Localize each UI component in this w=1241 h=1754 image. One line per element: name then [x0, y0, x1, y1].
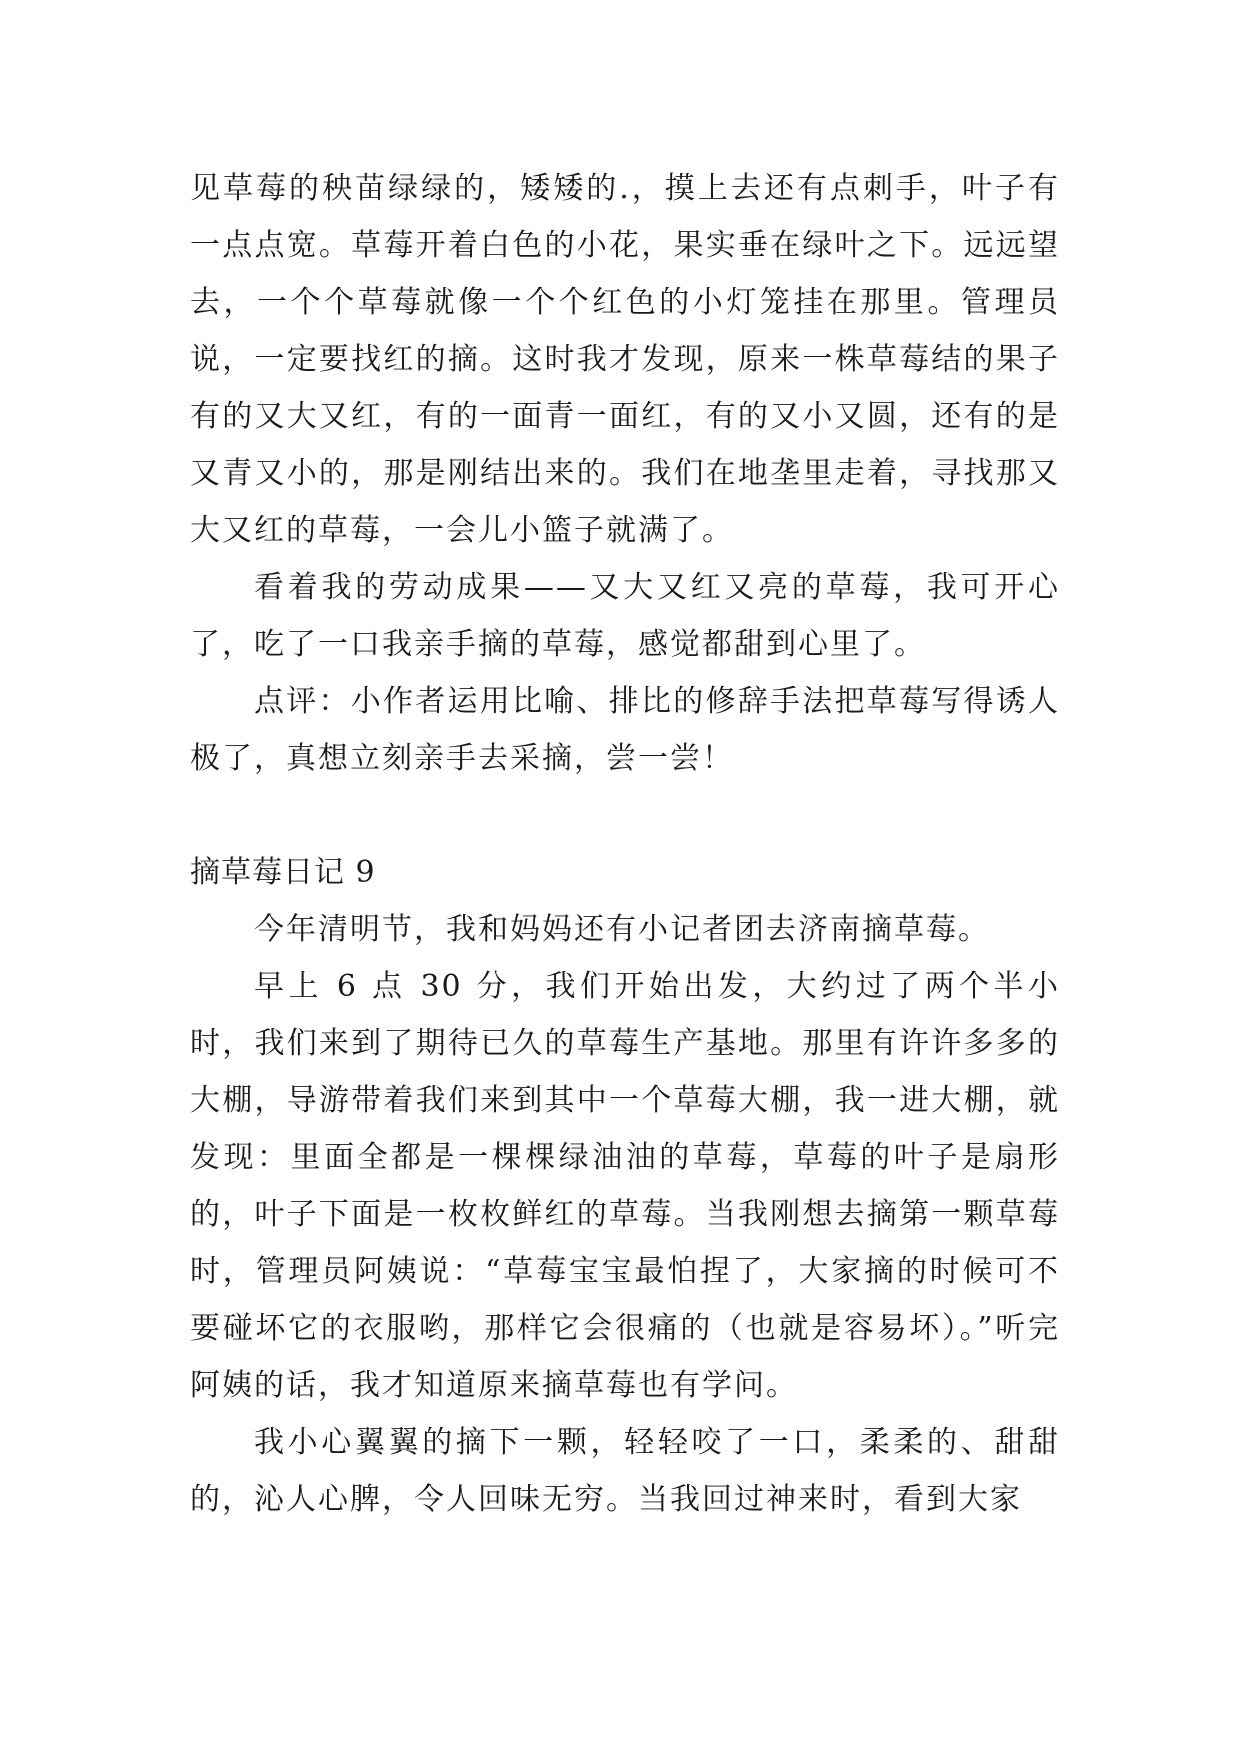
paragraph-intro: 今年清明节，我和妈妈还有小记者团去济南摘草莓。 [254, 912, 990, 947]
section-spacer [190, 787, 1060, 844]
paragraph-continued: 见草莓的秧苗绿绿的，矮矮的.，摸上去还有点刺手，叶子有一点点宽。草莓开着白色的小花，果实垂在绿叶之下。远远望去，一个个草莓就像一个个红色的小灯笼挂在那里。管理员说，一定要找红的摘。这时我才发现，原来一株草莓结的果子有的又大又红，有的一面青一面红，有的又小又圆，还有的是又青又小的，那是刚结出来的。我们在地垄里走着，寻找那又大又红的草莓，一会儿小篮子就满了。 [190, 171, 1060, 548]
paragraph-tasting: 我小心翼翼的摘下一颗，轻轻咬了一口，柔柔的、甜甜的，沁人心脾，令人回味无穷。当我回过神来时，看到大家 [190, 1425, 1060, 1517]
document-body [190, 160, 1060, 1528]
section-title: 摘草莓日记 9 [190, 855, 376, 890]
paragraph-comment: 点评：小作者运用比喻、排比的修辞手法把草莓写得诱人极了，真想立刻亲手去采摘，尝一尝！ [190, 684, 1060, 776]
paragraph-harvest: 看着我的劳动成果——又大又红又亮的草莓，我可开心了，吃了一口我亲手摘的草莓，感觉都甜到心里了。 [190, 570, 1060, 662]
paragraph-morning: 早上 6 点 30 分，我们开始出发，大约过了两个半小时，我们来到了期待已久的草莓生产基地。那里有许许多多的大棚，导游带着我们来到其中一个草莓大棚，我一进大棚，就发现：里面全都是一棵棵绿油油的草莓，草莓的叶子是扇形的，叶子下面是一枚枚鲜红的草莓。当我刚想去摘第一颗草莓时，管理员阿姨说：“草莓宝宝最怕捏了，大家摘的时候可不要碰坏它的衣服哟，那样它会很痛的（也就是容易坏）。”听完阿姨的话，我才知道原来摘草莓也有学问。 [190, 969, 1060, 1403]
